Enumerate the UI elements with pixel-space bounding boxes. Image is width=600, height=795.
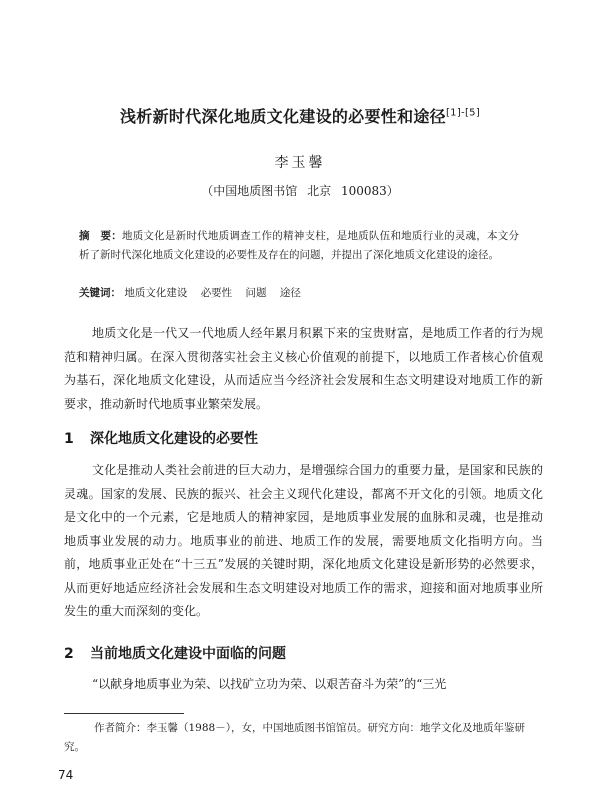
keyword: 地质文化建设: [124, 287, 188, 299]
abstract-label: 摘 要：: [79, 230, 122, 242]
section-1-heading: [64, 428, 258, 448]
section-1-paragraph: 文化是推动人类社会前进的巨大动力，是增强综合国力的重要力量，是国家和民族的灵魂。国家的发展、民族的振兴、社会主义现代化建设，都离不开文化的引领。地质文化是文化中的一个元素，它是地质人的精神家园，是地质事业发展的血脉和灵魂，也是推动地质事业发展的动力。地质事业的前进、地质工作的发展，需要地质文化指明方向。当前，地质事业正处在“十三五”发展的关键时期，深化地质文化建设是新形势的必然要求，从而更好地适应经济社会发展和生态文明建设对地质工作的需求，迎接和面对地质事业所发生的重大而深刻的变化。: [64, 463, 543, 618]
keyword: 问题: [245, 287, 267, 299]
footnote-divider: [64, 713, 184, 714]
section-2-number: 2: [64, 646, 74, 662]
paper-title: [0, 104, 600, 127]
author-footnote: 作者简介：李玉馨（1988－），女，中国地质图书馆馆员。研究方向：地学文化及地质年鉴研究。: [64, 722, 525, 753]
paper-title-text: 浅析新时代深化地质文化建设的必要性和途径: [119, 107, 446, 126]
keywords-label: 关键词：: [79, 287, 121, 299]
title-reference: [1]-[5]: [445, 107, 481, 119]
affiliation-postcode: 100083）: [340, 184, 399, 198]
abstract-text: 地质文化是新时代地质调查工作的精神支柱，是地质队伍和地质行业的灵魂，本文分析了新时代深化地质文化建设的必要性及存在的问题，并提出了深化地质文化建设的途径。: [79, 230, 520, 261]
keywords: [79, 284, 519, 303]
abstract: [79, 227, 519, 265]
section-2-heading: [64, 643, 286, 663]
keyword: 必要性: [200, 287, 233, 299]
keyword: 途径: [279, 287, 301, 299]
affiliation-institution: （中国地质图书馆: [201, 184, 298, 198]
affiliation-city: 北京: [307, 184, 332, 198]
intro-paragraph: 地质文化是一代又一代地质人经年累月积累下来的宝贵财富，是地质工作者的行为规范和精神归属。在深入贯彻落实社会主义核心价值观的前提下，以地质工作者核心价值观为基石，深化地质文化建设，从而适应当今经济社会发展和生态文明建设对地质工作的新要求，推动新时代地质事业繁荣发展。: [64, 326, 543, 411]
section-1-title: 深化地质文化建设的必要性: [90, 431, 258, 447]
section-2-title: 当前地质文化建设中面临的问题: [90, 646, 286, 662]
section-1-number: 1: [64, 431, 74, 447]
author-affiliation: [0, 182, 600, 199]
section-2-paragraph: “以献身地质事业为荣、以找矿立功为荣、以艰苦奋斗为荣”的“三光: [92, 677, 447, 691]
author-name: 李玉馨: [274, 155, 326, 171]
page-number: 74: [58, 768, 74, 782]
